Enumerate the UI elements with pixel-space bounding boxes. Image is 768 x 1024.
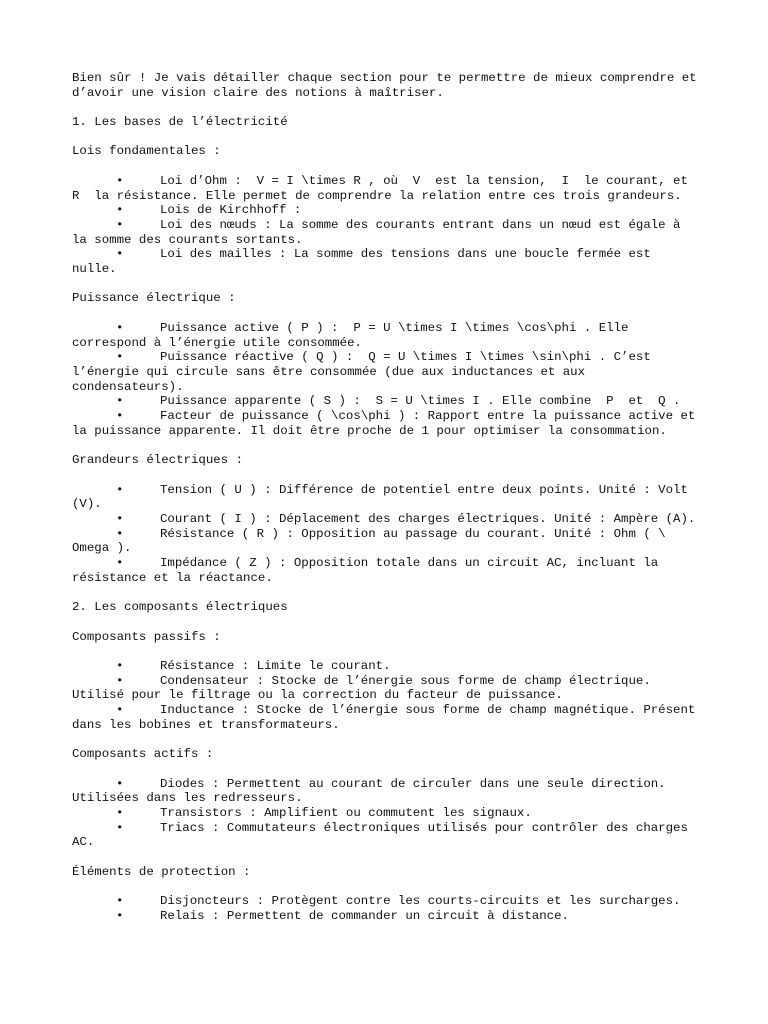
spacer <box>72 277 700 292</box>
passifs-heading: Composants passifs : <box>72 629 221 644</box>
bullet-icon: • <box>116 173 124 188</box>
list-item <box>72 527 700 556</box>
bullet-icon: • <box>116 394 124 409</box>
bullet-icon: • <box>116 658 124 673</box>
bullet-icon: • <box>116 703 124 718</box>
list-item-text: Résistance : Limite le courant. <box>160 658 391 673</box>
bullet-icon: • <box>116 511 124 526</box>
bullet-icon: • <box>116 409 124 424</box>
grandeurs-heading: Grandeurs électriques : <box>72 453 244 468</box>
list-item-text: Résistance ( R ) : Opposition au passage du courant. Unité : Ohm ( \ Omega ). <box>72 526 674 556</box>
bullet-icon: • <box>116 894 124 909</box>
spacer <box>72 879 700 894</box>
spacer <box>72 732 700 747</box>
list-item-text: Inductance : Stocke de l’énergie sous forme de champ magnétique. Présent dans les bobines et transformateurs. <box>72 703 703 732</box>
list-item-text: Loi d’Ohm : V = I \times R , où V est la tension, I le courant, et R la résistance. Elle permet de comprendre la relation entre ces trois grandeurs. <box>72 173 696 203</box>
list-item <box>72 821 700 850</box>
bullet-icon: • <box>116 820 124 835</box>
spacer <box>72 439 700 454</box>
spacer <box>72 850 700 865</box>
list-item-text: Disjoncteurs : Protègent contre les courts-circuits et les surcharges. <box>160 894 681 909</box>
bullet-icon: • <box>116 673 124 688</box>
list-item-text: Lois de Kirchhoff : <box>160 203 302 218</box>
list-item <box>72 218 700 247</box>
list-item-text: Loi des nœuds : La somme des courants entrant dans un nœud est égale à la somme des courants sortants. <box>72 217 688 247</box>
spacer <box>72 644 700 659</box>
bullet-icon: • <box>116 908 124 923</box>
bullet-icon: • <box>116 350 124 365</box>
intro-paragraph: Bien sûr ! Je vais détailler chaque section pour te permettre de mieux comprendre et d’avoir une vision claire des notions à maîtriser. <box>72 71 705 100</box>
bullet-icon: • <box>116 320 124 335</box>
list-item <box>72 909 700 924</box>
list-item <box>72 556 700 585</box>
bullet-icon: • <box>116 482 124 497</box>
document-page <box>72 71 705 924</box>
section-1-title: 1. Les bases de l’électricité <box>72 115 288 130</box>
puissance-heading: Puissance électrique : <box>72 291 236 306</box>
list-item-text: Impédance ( Z ) : Opposition totale dans un circuit AC, incluant la résistance et la réactance. <box>72 556 666 585</box>
lois-heading: Lois fondamentales : <box>72 144 221 159</box>
spacer <box>72 615 700 630</box>
list-item <box>72 777 700 806</box>
section-2-title: 2. Les composants électriques <box>72 600 288 615</box>
actifs-list <box>72 777 700 851</box>
list-item-text: Relais : Permettent de commander un circuit à distance. <box>160 908 569 923</box>
list-item <box>72 674 700 703</box>
spacer <box>72 306 700 321</box>
spacer <box>72 586 700 601</box>
spacer <box>72 159 700 174</box>
list-item-text: Courant ( I ) : Déplacement des charges électriques. Unité : Ampère (A). <box>160 511 696 526</box>
list-item-text: Loi des mailles : La somme des tensions dans une boucle fermée est nulle. <box>72 247 659 277</box>
list-item <box>72 247 700 276</box>
passifs-list <box>72 658 703 733</box>
spacer <box>72 468 700 483</box>
list-item <box>72 659 700 674</box>
list-item-text: Puissance réactive ( Q ) : Q = U \times I \times \sin\phi . C’est l’énergie qui circule sans être consommée (due aux inductances et aux condensateurs). <box>72 350 659 394</box>
list-item-text: Facteur de puissance ( \cos\phi ) : Rapport entre la puissance active et la puissance apparente. Il doit être proche de 1 pour optimiser la consommation. <box>72 409 703 438</box>
list-item <box>72 483 700 512</box>
list-item-text: Transistors : Amplifient ou commutent les signaux. <box>160 805 532 820</box>
protection-heading: Éléments de protection : <box>72 864 251 879</box>
list-item <box>72 894 700 909</box>
grandeurs-list <box>72 483 700 586</box>
list-item-text: Puissance apparente ( S ) : S = U \times I . Elle combine P et Q . <box>160 394 681 409</box>
list-item-text: Triacs : Commutateurs électroniques utilisés pour contrôler des charges AC. <box>72 820 696 850</box>
lois-list <box>72 174 700 277</box>
bullet-icon: • <box>116 805 124 820</box>
bullet-icon: • <box>116 526 124 541</box>
bullet-icon: • <box>116 217 124 232</box>
list-item <box>72 394 700 409</box>
list-item-text: Tension ( U ) : Différence de potentiel entre deux points. Unité : Volt (V). <box>72 482 696 512</box>
list-item-text: Puissance active ( P ) : P = U \times I \times \cos\phi . Elle correspond à l’énergie utile consommée. <box>72 320 636 350</box>
list-item-text: Diodes : Permettent au courant de circuler dans une seule direction. Utilisées dans les redresseurs. <box>72 776 674 806</box>
spacer <box>72 762 700 777</box>
list-item <box>72 806 700 821</box>
bullet-icon: • <box>116 776 124 791</box>
protection-list <box>72 894 700 923</box>
puissance-list <box>72 320 703 439</box>
bullet-icon: • <box>116 203 124 218</box>
list-item <box>72 512 700 527</box>
list-item <box>72 703 703 732</box>
list-item <box>72 321 700 350</box>
bullet-icon: • <box>116 247 124 262</box>
list-item <box>72 409 703 438</box>
spacer <box>72 130 700 145</box>
bullet-icon: • <box>116 556 124 571</box>
actifs-heading: Composants actifs : <box>72 747 214 762</box>
spacer <box>72 100 700 115</box>
list-item <box>72 350 700 394</box>
list-item <box>72 174 700 203</box>
list-item-text: Condensateur : Stocke de l’énergie sous forme de champ électrique. Utilisé pour le filtrage ou la correction du facteur de puissance. <box>72 673 659 703</box>
list-item <box>72 203 700 218</box>
